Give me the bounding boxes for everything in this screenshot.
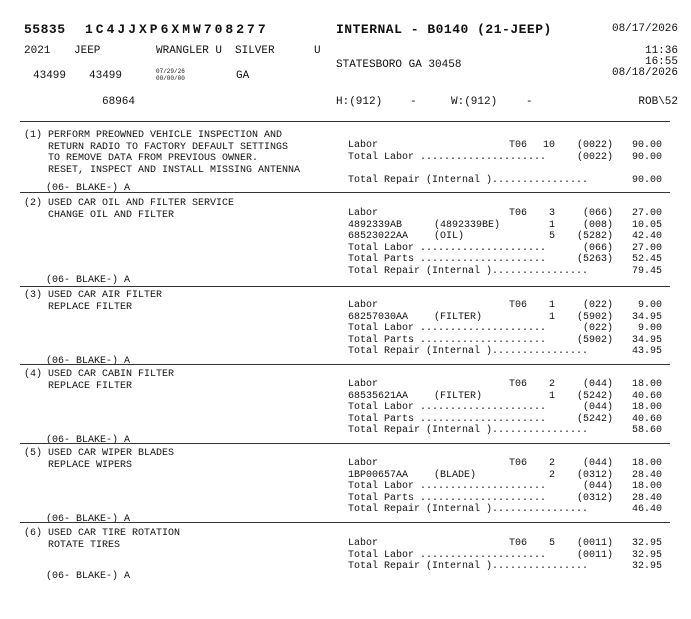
vehicle-year: 2021: [24, 45, 51, 57]
line-amount: 43.95: [631, 346, 662, 357]
line-quantity: 2: [548, 458, 555, 469]
line-description: (4892339BE): [434, 219, 501, 231]
line-reference: (022): [582, 300, 613, 311]
state: GA: [236, 70, 250, 82]
vehicle-make: JEEP: [74, 45, 101, 57]
line-quantity: 1: [548, 219, 555, 231]
line-quantity: 2: [548, 379, 555, 390]
technician: (06- BLAKE-) A: [46, 275, 131, 286]
vin: 1C4JJXP6XMW708277: [85, 22, 269, 37]
line-description: (BLADE): [434, 469, 477, 481]
home-phone-dash: -: [410, 96, 417, 108]
line-quantity: 5: [548, 538, 555, 549]
line-reference: (0022): [576, 140, 613, 151]
line-label: Total Labor .....................: [348, 151, 547, 163]
small-date-1: 07/29/26: [156, 68, 185, 75]
line-reference: (0312): [576, 492, 613, 504]
small-date-2: 00/00/00: [156, 75, 185, 82]
line-label: Labor: [348, 379, 379, 390]
operation-description: (3) USED CAR AIR FILTER: [24, 290, 163, 301]
divider: [20, 443, 670, 444]
line-reference: (044): [582, 379, 613, 390]
divider: [20, 522, 670, 523]
line-reference: (5282): [576, 231, 613, 242]
line-reference: (008): [582, 219, 613, 231]
line-label: Total Repair (Internal )................: [348, 425, 589, 436]
line-amount: 79.45: [631, 265, 662, 277]
line-label: Total Repair (Internal )................: [348, 265, 589, 277]
mileage-in: 43499: [33, 70, 67, 82]
line-label: Labor: [348, 140, 379, 151]
line-label: Labor: [348, 208, 379, 219]
line-amount: 9.00: [637, 300, 662, 311]
line-label: 68535621AA: [348, 390, 409, 402]
order-title: INTERNAL - B0140 (21-JEEP): [336, 22, 552, 37]
line-label: 4892339AB: [348, 219, 403, 231]
line-reference: (022): [582, 323, 613, 334]
line-code: T06: [509, 140, 528, 151]
operation-description: (1) PERFORM PREOWNED VEHICLE INSPECTION AND: [24, 130, 283, 141]
operation-description: REPLACE WIPERS: [24, 459, 133, 471]
line-reference: (0312): [576, 469, 613, 481]
line-description: (OIL): [434, 231, 465, 242]
ro-number: 55835: [24, 22, 66, 37]
line-label: Total Parts .....................: [348, 334, 547, 346]
divider: [20, 192, 670, 193]
line-label: Total Repair (Internal )................: [348, 346, 589, 357]
time-in: 11:36: [644, 45, 678, 57]
line-amount: 18.00: [631, 481, 662, 492]
line-label: Total Labor .....................: [348, 242, 547, 254]
line-reference: (5902): [576, 311, 613, 323]
home-phone: H:(912): [336, 96, 383, 108]
line-reference: (0022): [576, 151, 613, 163]
line-reference: (044): [582, 402, 613, 413]
line-label: Total Parts .....................: [348, 413, 547, 425]
date-close: 08/18/2026: [611, 67, 678, 79]
line-amount: 9.00: [637, 323, 662, 334]
line-quantity: 10: [542, 140, 555, 151]
operation-description: RETURN RADIO TO FACTORY DEFAULT SETTINGS: [24, 141, 289, 153]
line-amount: 90.00: [631, 174, 662, 186]
advisor: ROB\52: [638, 96, 678, 108]
work-phone: W:(912): [451, 96, 498, 108]
time-out: 16:55: [644, 56, 678, 68]
line-quantity: 1: [548, 311, 555, 323]
line-amount: 34.95: [631, 311, 662, 323]
mileage-out: 43499: [89, 70, 123, 82]
line-label: Total Parts .....................: [348, 254, 547, 265]
line-amount: 34.95: [631, 334, 662, 346]
technician: (06- BLAKE-) A: [46, 435, 131, 446]
line-amount: 28.40: [631, 469, 662, 481]
line-label: 68523022AA: [348, 231, 409, 242]
line-amount: 52.45: [631, 254, 662, 265]
technician: (06- BLAKE-) A: [46, 356, 131, 367]
line-label: 1BP00657AA: [348, 469, 409, 481]
line-code: T06: [509, 208, 528, 219]
operation-description: (6) USED CAR TIRE ROTATION: [24, 528, 181, 539]
technician: (06- BLAKE-) A: [46, 514, 131, 525]
line-amount: 90.00: [631, 151, 662, 163]
line-quantity: 1: [548, 390, 555, 402]
line-reference: (0011): [576, 538, 613, 549]
line-reference: (066): [582, 208, 613, 219]
line-amount: 28.40: [631, 492, 662, 504]
line-amount: 58.60: [631, 425, 662, 436]
line-quantity: 5: [548, 231, 555, 242]
line-label: Total Parts .....................: [348, 492, 547, 504]
line-code: T06: [509, 379, 528, 390]
vehicle-color: SILVER: [235, 45, 275, 57]
line-label: Total Labor .....................: [348, 549, 547, 561]
divider: [20, 364, 670, 365]
operation-description: REPLACE FILTER: [24, 301, 133, 313]
line-label: Total Labor .....................: [348, 402, 547, 413]
operation-description: RESET, INSPECT AND INSTALL MISSING ANTENNA: [24, 164, 301, 176]
line-code: T06: [509, 300, 528, 311]
operation-description: ROTATE TIRES: [24, 539, 121, 551]
tag-number: 68964: [102, 96, 136, 108]
line-amount: 32.95: [631, 549, 662, 561]
line-amount: 18.00: [631, 458, 662, 469]
operation-description: (2) USED CAR OIL AND FILTER SERVICE: [24, 198, 235, 209]
line-label: Labor: [348, 458, 379, 469]
line-label: Total Labor .....................: [348, 481, 547, 492]
line-amount: 46.40: [631, 504, 662, 515]
line-amount: 90.00: [631, 140, 662, 151]
line-reference: (044): [582, 458, 613, 469]
technician: (06- BLAKE-) A: [46, 571, 131, 582]
line-label: Total Repair (Internal )................: [348, 174, 589, 186]
line-reference: (5902): [576, 334, 613, 346]
line-description: (FILTER): [434, 390, 483, 402]
line-label: 68257030AA: [348, 311, 409, 323]
line-label: Total Labor .....................: [348, 323, 547, 334]
line-label: Labor: [348, 538, 379, 549]
line-amount: 42.40: [631, 231, 662, 242]
line-reference: (066): [582, 242, 613, 254]
line-code: T06: [509, 458, 528, 469]
operation-description: CHANGE OIL AND FILTER: [24, 209, 175, 221]
operation-description: (5) USED CAR WIPER BLADES: [24, 448, 175, 459]
line-label: Total Repair (Internal )................: [348, 504, 589, 515]
line-amount: 40.60: [631, 413, 662, 425]
line-amount: 10.05: [631, 219, 662, 231]
divider: [20, 121, 670, 122]
line-amount: 18.00: [631, 379, 662, 390]
line-amount: 32.95: [631, 538, 662, 549]
line-amount: 32.95: [631, 561, 662, 572]
line-code: T06: [509, 538, 528, 549]
line-amount: 18.00: [631, 402, 662, 413]
line-reference: (5242): [576, 413, 613, 425]
line-reference: (0011): [576, 549, 613, 561]
operation-description: TO REMOVE DATA FROM PREVIOUS OWNER.: [24, 153, 259, 164]
line-quantity: 3: [548, 208, 555, 219]
line-amount: 27.00: [631, 208, 662, 219]
line-quantity: 1: [548, 300, 555, 311]
line-reference: (044): [582, 481, 613, 492]
line-reference: (5263): [576, 254, 613, 265]
line-description: (FILTER): [434, 311, 483, 323]
line-amount: 40.60: [631, 390, 662, 402]
line-amount: 27.00: [631, 242, 662, 254]
work-phone-dash: -: [526, 96, 533, 108]
technician: (06- BLAKE-) A: [46, 183, 131, 194]
vehicle-model-code: U: [314, 45, 321, 57]
operation-description: (4) USED CAR CABIN FILTER: [24, 369, 175, 380]
date-open: 08/17/2026: [611, 23, 678, 35]
line-quantity: 2: [548, 469, 555, 481]
divider: [20, 286, 670, 287]
line-reference: (5242): [576, 390, 613, 402]
dealer-location: STATESBORO GA 30458: [336, 59, 462, 71]
operation-description: REPLACE FILTER: [24, 380, 133, 392]
line-label: Total Repair (Internal )................: [348, 561, 589, 572]
line-label: Labor: [348, 300, 379, 311]
vehicle-model: WRANGLER U: [156, 45, 223, 57]
